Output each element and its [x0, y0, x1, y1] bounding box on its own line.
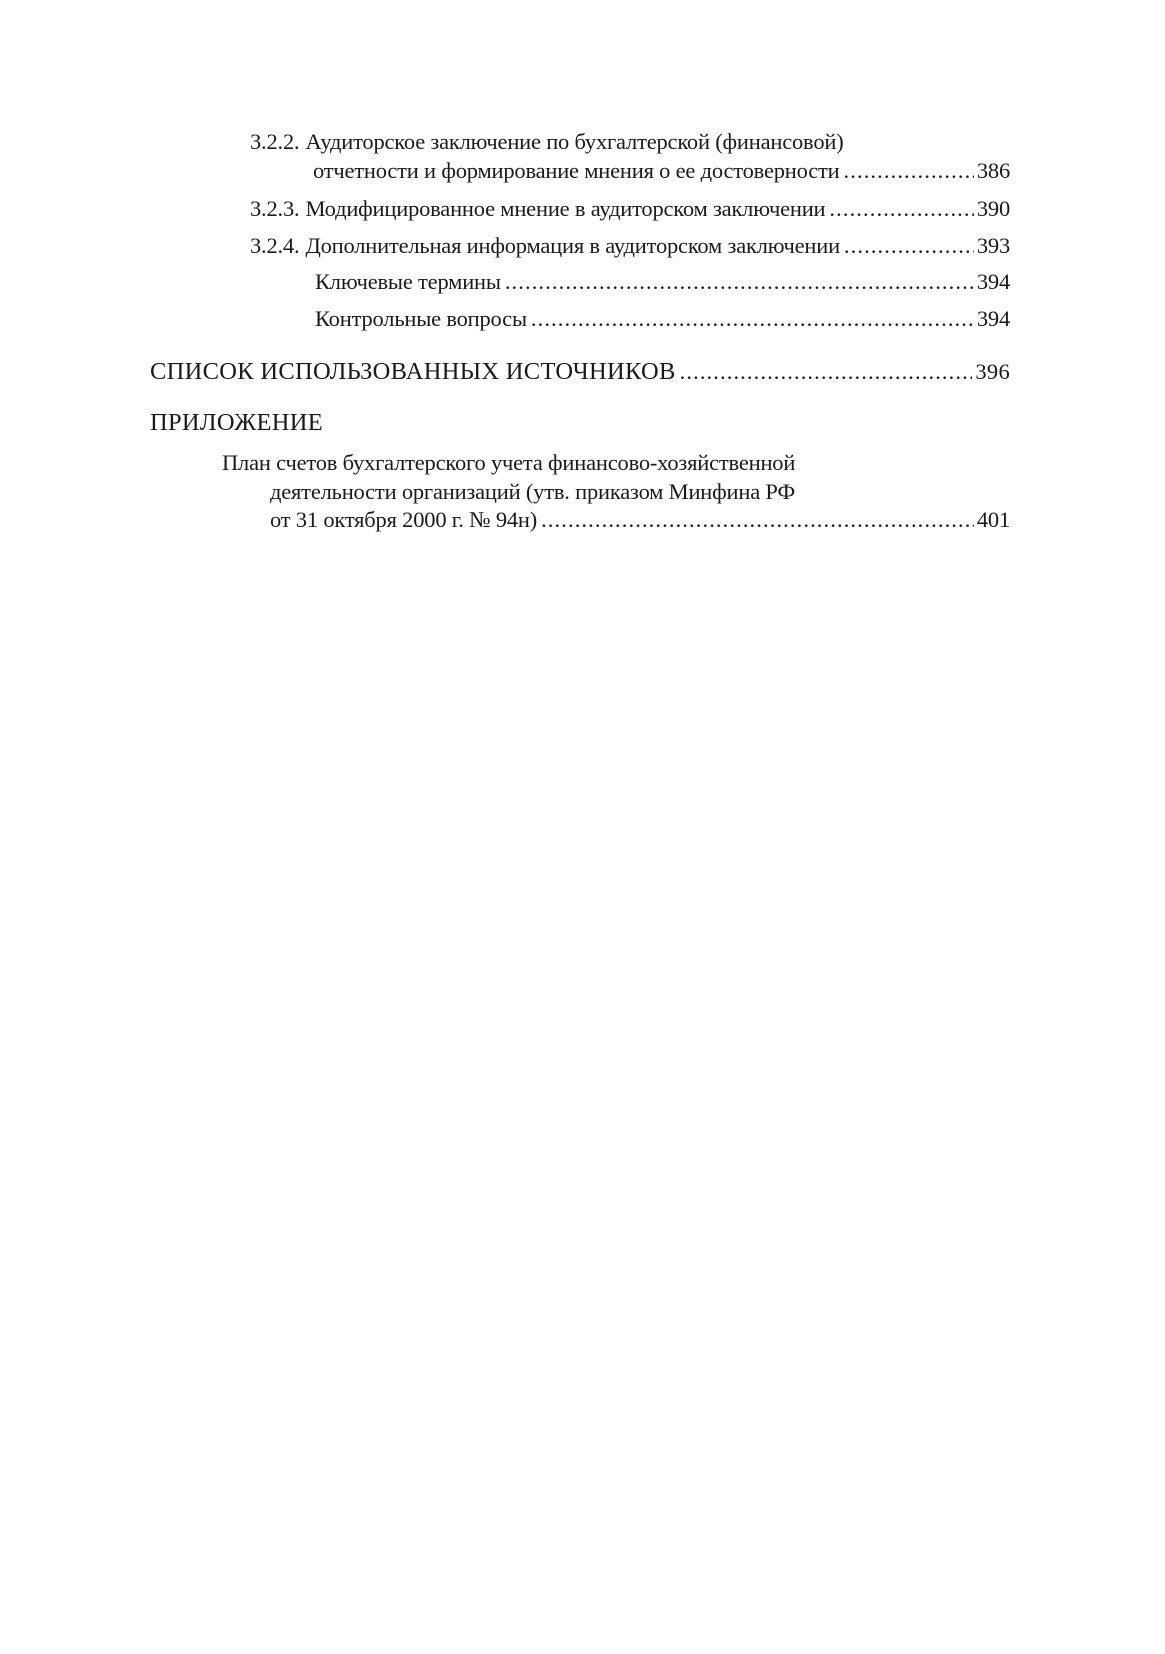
toc-entry-3-2-4[interactable]	[250, 231, 1010, 261]
dot-leader	[680, 357, 973, 387]
toc-section-title: СПИСОК ИСПОЛЬЗОВАННЫХ ИСТОЧНИКОВ	[150, 358, 676, 385]
toc-entry-3-2-2-line1[interactable]	[250, 127, 1010, 157]
toc-entry-key-terms[interactable]	[315, 267, 1010, 297]
toc-entry-title-continued: отчетности и формирование мнения о ее достоверности	[313, 158, 840, 183]
toc-entry-number: 3.2.2.	[250, 129, 300, 154]
toc-page-number: 394	[976, 306, 1010, 331]
dot-leader	[844, 156, 974, 186]
toc-page-number: 386	[976, 158, 1010, 183]
toc-page-number: 401	[976, 507, 1010, 532]
toc-entry-title-continued: деятельности организаций (утв. приказом Минфина РФ	[270, 479, 795, 504]
dot-leader	[844, 231, 974, 261]
toc-section-appendix[interactable]	[150, 408, 323, 438]
toc-page-number: 390	[976, 196, 1010, 221]
toc-page-number: 396	[975, 359, 1010, 384]
toc-entry-appendix-line2	[270, 477, 1010, 507]
toc-page-number: 393	[976, 233, 1010, 258]
toc-section-title: ПРИЛОЖЕНИЕ	[150, 409, 323, 436]
toc-entry-3-2-3[interactable]	[250, 194, 1010, 224]
toc-entry-title: Модифицированное мнение в аудиторском заключении	[305, 196, 826, 221]
toc-entry-title: Контрольные вопросы	[315, 306, 527, 331]
dot-leader	[531, 304, 974, 334]
dot-leader	[829, 194, 973, 224]
toc-entry-control-questions[interactable]	[315, 304, 1010, 334]
toc-entry-appendix-line3[interactable]	[270, 505, 1010, 535]
dot-leader	[505, 267, 974, 297]
toc-entry-title: Ключевые термины	[315, 269, 501, 294]
toc-entry-title: Дополнительная информация в аудиторском заключении	[305, 233, 840, 258]
toc-page-number: 394	[976, 269, 1010, 294]
toc-entry-title-continued: от 31 октября 2000 г. № 94н)	[270, 507, 538, 532]
toc-entry-title: Аудиторское заключение по бухгалтерской (финансовой)	[305, 129, 844, 154]
toc-entry-sources[interactable]	[150, 357, 1010, 387]
toc-entry-appendix-line1[interactable]	[222, 448, 1010, 478]
toc-entry-3-2-2-line2[interactable]	[313, 156, 1010, 186]
dot-leader	[541, 505, 974, 535]
toc-entry-title: План счетов бухгалтерского учета финансово-хозяйственной	[222, 450, 796, 475]
toc-entry-number: 3.2.3.	[250, 196, 300, 221]
toc-entry-number: 3.2.4.	[250, 233, 300, 258]
